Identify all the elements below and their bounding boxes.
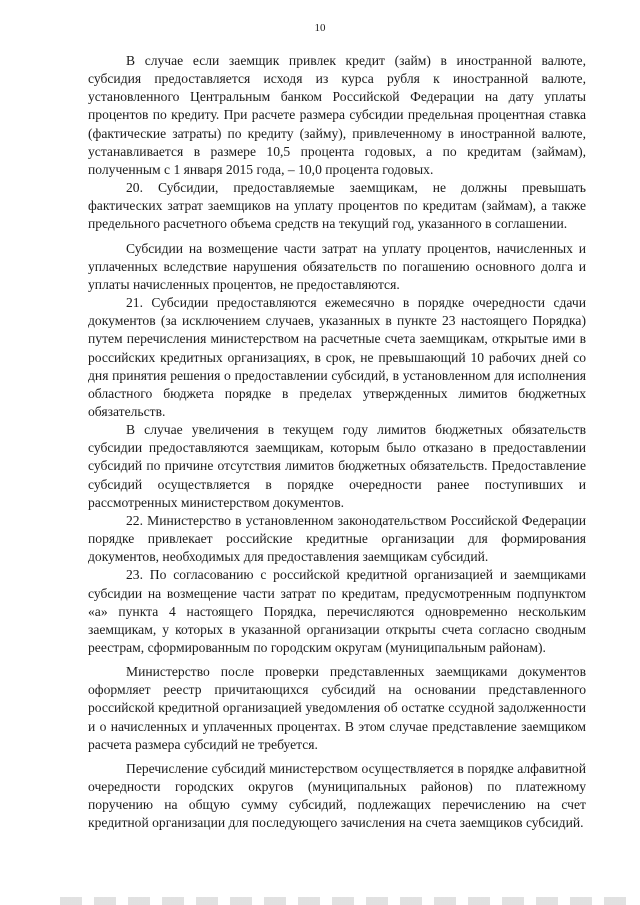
- paragraph-clause-20: 20. Субсидии, предоставляемые заемщикам, не должны превышать фактических затрат заемщиков на уплату процентов по кредитам (займам), а также предельного расчетного объема средств на текущий год, указанного в соглашении.: [88, 180, 586, 232]
- paragraph-clause-22: 22. Министерство в установленном законодательством Российской Федерации порядке привлекает российские кредитные организации для формирования документов, необходимых для предоставления заемщикам субсидий.: [88, 512, 586, 565]
- paragraph-transfer-order: Перечисление субсидий министерством осуществляется в порядке алфавитной очередности городских округов (муниципальных районов) по платежному поручению на общую сумму субсидий, подлежащих перечислению на счет кредитной организации для последующего зачисления на счета заемщиков субсидий.: [88, 760, 586, 831]
- paragraph-clause-21: 21. Субсидии предоставляются ежемесячно в порядке очередности сдачи документов (за исключением случаев, указанных в пункте 23 настоящего Порядка) путем перечисления министерством на расчетные счета заемщикам, открытые ими в российских кредитных организациях, в срок, не превышающий 10 рабочих дней со дня принятия решения о предоставлении субсидий, в установленном для исполнения областного бюджета порядке в пределах утвержденных лимитов бюджетных обязательств.: [88, 295, 586, 419]
- page-number: 10: [314, 22, 326, 34]
- scan-edge-artifact: [60, 897, 630, 905]
- document-body: [88, 52, 586, 833]
- paragraph-registry: Министерство после проверки представленных заемщиками документов оформляет реестр причитающихся субсидий на основании представленного российской кредитной организацией уведомления об остатке ссудной задолженности и о начисленных и уплаченных процентах. В этом случае представление заемщиком расчета размера субсидий не требуется.: [88, 664, 586, 752]
- paragraph-limit-increase: В случае увеличения в текущем году лимитов бюджетных обязательств субсидии предоставляются заемщикам, которым было отказано в предоставлении субсидий по причине отсутствия лимитов бюджетных обязательств. Предоставление субсидий осуществляется в порядке очередности ранее поступивших и рассмотренных министерством документов.: [88, 422, 586, 510]
- paragraph-no-subsidy-for-penalties: Субсидии на возмещение части затрат на уплату процентов, начисленных и уплаченных вследствие нарушения обязательств по погашению основного долга и уплаты начисленных процентов, не предоставляются.: [88, 240, 586, 292]
- paragraph-foreign-currency: В случае если заемщик привлек кредит (займ) в иностранной валюте, субсидия предоставляется исходя из курса рубля к иностранной валюте, установленного Центральным банком Российской Федерации на дату уплаты процентов по кредиту. При расчете размера субсидии предельная процентная ставка (фактические затраты) по кредиту (займу), привлеченному в иностранной валюте, устанавливается в размере 10,5 процента годовых, а по кредитам (займам), полученным с 1 января 2015 года, – 10,0 процента годовых.: [88, 53, 586, 177]
- paragraph-clause-23: 23. По согласованию с российской кредитной организацией и заемщиками субсидии на возмещение части затрат по кредитам, предусмотренным подпунктом «а» пункта 4 настоящего Порядка, перечисляются одновременно нескольким заемщикам, у которых в указанной организации открыты счета согласно сводным реестрам, сформированным по городским округам (муниципальным районам).: [88, 567, 586, 655]
